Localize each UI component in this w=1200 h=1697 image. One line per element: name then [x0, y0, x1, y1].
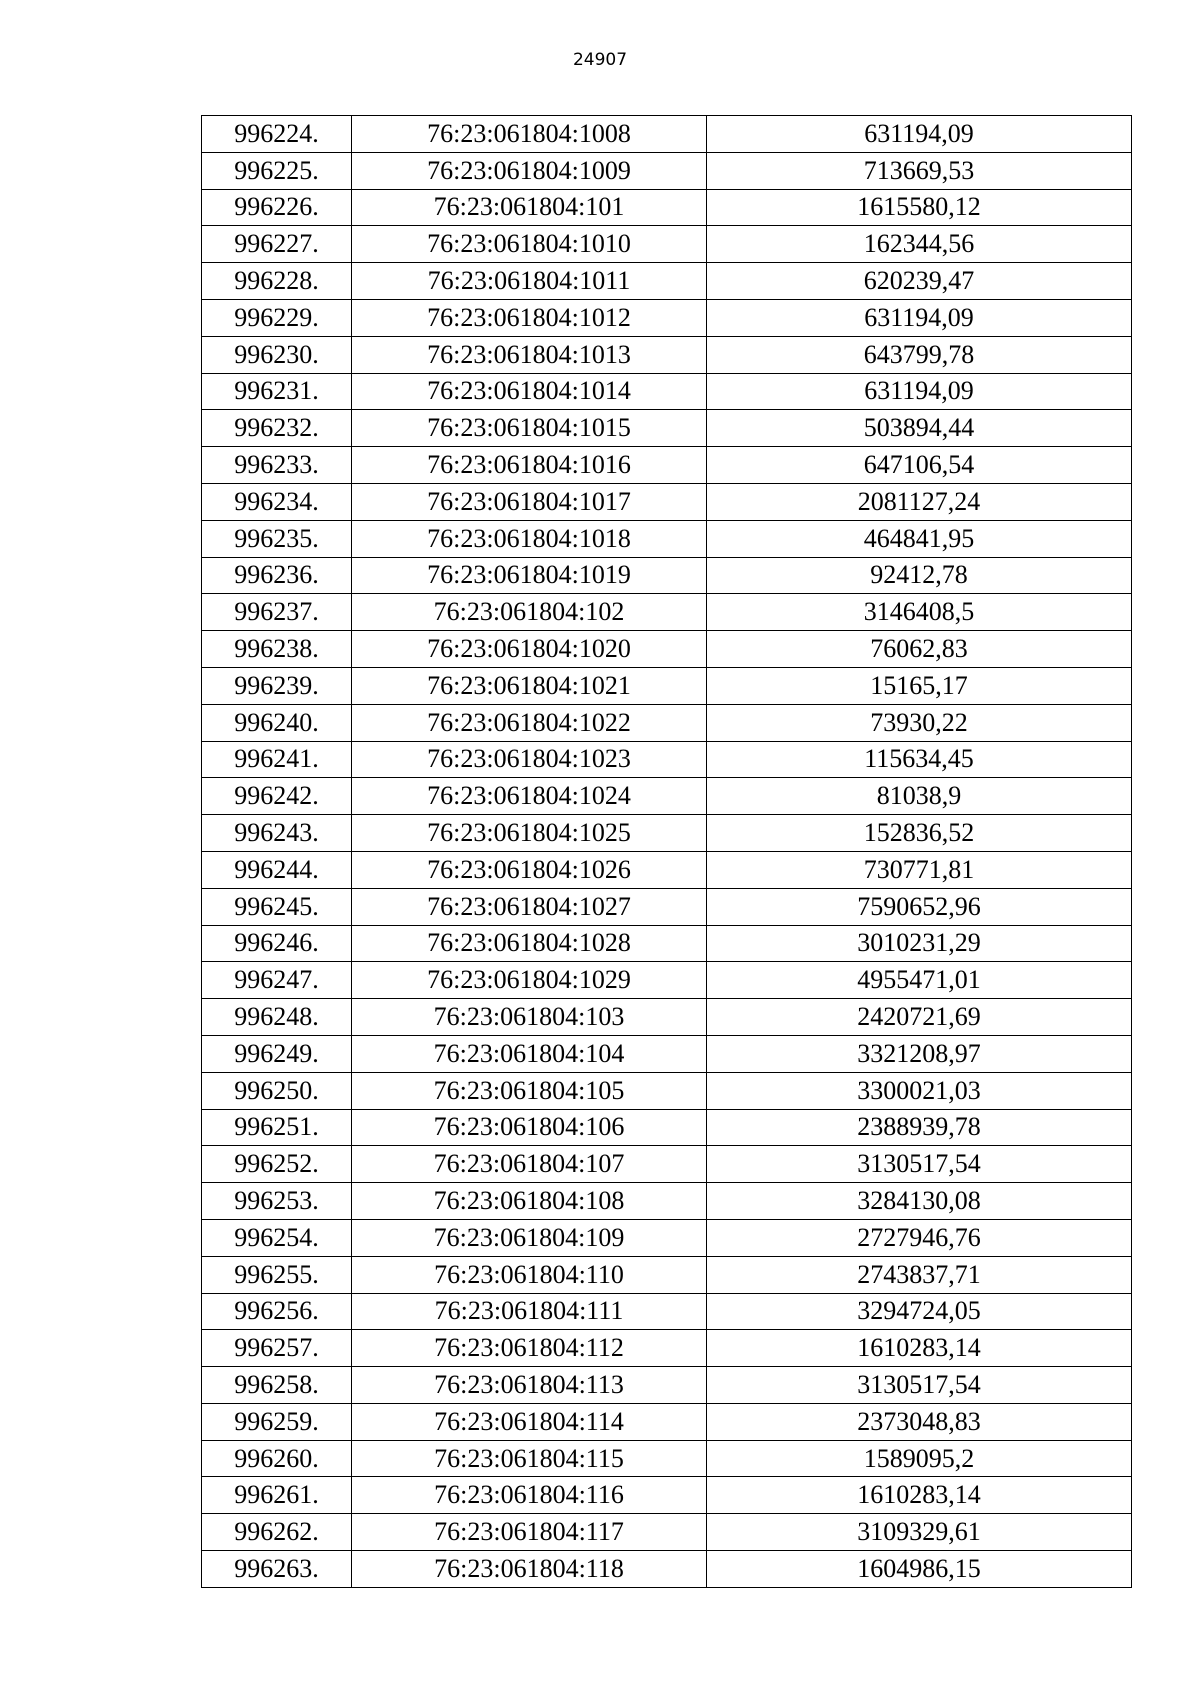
row-number-cell: 996251. [202, 1109, 352, 1146]
table-row [202, 925, 1132, 962]
table-row [202, 447, 1132, 484]
row-number-cell: 996250. [202, 1072, 352, 1109]
cadastral-value-cell: 647106,54 [707, 447, 1132, 484]
row-number-cell: 996224. [202, 116, 352, 153]
table-row [202, 226, 1132, 263]
table-row [202, 1072, 1132, 1109]
row-number-cell: 996240. [202, 704, 352, 741]
cadastral-value-cell: 3010231,29 [707, 925, 1132, 962]
cadastral-value-cell: 631194,09 [707, 116, 1132, 153]
cadastral-value-table [201, 115, 1132, 1588]
cadastral-value-cell: 1615580,12 [707, 189, 1132, 226]
cadastral-number-cell: 76:23:061804:1022 [352, 704, 707, 741]
cadastral-number-cell: 76:23:061804:106 [352, 1109, 707, 1146]
row-number-cell: 996238. [202, 631, 352, 668]
table-row [202, 1514, 1132, 1551]
cadastral-value-cell: 643799,78 [707, 336, 1132, 373]
row-number-cell: 996225. [202, 152, 352, 189]
cadastral-number-cell: 76:23:061804:118 [352, 1551, 707, 1588]
table-row [202, 1367, 1132, 1404]
cadastral-value-cell: 3130517,54 [707, 1367, 1132, 1404]
table-row [202, 336, 1132, 373]
row-number-cell: 996232. [202, 410, 352, 447]
table-row [202, 483, 1132, 520]
table-row [202, 1293, 1132, 1330]
table-row [202, 1477, 1132, 1514]
table-row [202, 1183, 1132, 1220]
cadastral-number-cell: 76:23:061804:108 [352, 1183, 707, 1220]
cadastral-value-cell: 2420721,69 [707, 999, 1132, 1036]
row-number-cell: 996246. [202, 925, 352, 962]
table-row [202, 778, 1132, 815]
row-number-cell: 996239. [202, 667, 352, 704]
cadastral-number-cell: 76:23:061804:1021 [352, 667, 707, 704]
cadastral-value-cell: 713669,53 [707, 152, 1132, 189]
table-row [202, 1035, 1132, 1072]
cadastral-value-cell: 2081127,24 [707, 483, 1132, 520]
row-number-cell: 996237. [202, 594, 352, 631]
cadastral-number-cell: 76:23:061804:101 [352, 189, 707, 226]
cadastral-number-cell: 76:23:061804:1027 [352, 888, 707, 925]
cadastral-value-cell: 81038,9 [707, 778, 1132, 815]
cadastral-number-cell: 76:23:061804:115 [352, 1440, 707, 1477]
cadastral-number-cell: 76:23:061804:113 [352, 1367, 707, 1404]
row-number-cell: 996252. [202, 1146, 352, 1183]
row-number-cell: 996242. [202, 778, 352, 815]
page-number: 24907 [572, 50, 628, 70]
cadastral-value-cell: 2727946,76 [707, 1219, 1132, 1256]
table-row [202, 152, 1132, 189]
cadastral-value-cell: 1604986,15 [707, 1551, 1132, 1588]
cadastral-number-cell: 76:23:061804:116 [352, 1477, 707, 1514]
cadastral-value-cell: 162344,56 [707, 226, 1132, 263]
cadastral-value-cell: 7590652,96 [707, 888, 1132, 925]
row-number-cell: 996257. [202, 1330, 352, 1367]
cadastral-value-cell: 3294724,05 [707, 1293, 1132, 1330]
table-row [202, 1109, 1132, 1146]
cadastral-value-cell: 3300021,03 [707, 1072, 1132, 1109]
row-number-cell: 996256. [202, 1293, 352, 1330]
row-number-cell: 996247. [202, 962, 352, 999]
cadastral-value-cell: 15165,17 [707, 667, 1132, 704]
table-row [202, 557, 1132, 594]
table-row [202, 815, 1132, 852]
cadastral-number-cell: 76:23:061804:102 [352, 594, 707, 631]
cadastral-number-cell: 76:23:061804:111 [352, 1293, 707, 1330]
row-number-cell: 996260. [202, 1440, 352, 1477]
row-number-cell: 996228. [202, 263, 352, 300]
cadastral-number-cell: 76:23:061804:1011 [352, 263, 707, 300]
cadastral-value-cell: 3130517,54 [707, 1146, 1132, 1183]
cadastral-value-cell: 1589095,2 [707, 1440, 1132, 1477]
row-number-cell: 996235. [202, 520, 352, 557]
cadastral-value-cell: 620239,47 [707, 263, 1132, 300]
cadastral-number-cell: 76:23:061804:1024 [352, 778, 707, 815]
cadastral-number-cell: 76:23:061804:1014 [352, 373, 707, 410]
row-number-cell: 996227. [202, 226, 352, 263]
row-number-cell: 996254. [202, 1219, 352, 1256]
cadastral-number-cell: 76:23:061804:1017 [352, 483, 707, 520]
row-number-cell: 996234. [202, 483, 352, 520]
cadastral-value-cell: 1610283,14 [707, 1477, 1132, 1514]
table-row [202, 704, 1132, 741]
cadastral-value-cell: 2388939,78 [707, 1109, 1132, 1146]
cadastral-value-cell: 2743837,71 [707, 1256, 1132, 1293]
cadastral-number-cell: 76:23:061804:1012 [352, 299, 707, 336]
row-number-cell: 996231. [202, 373, 352, 410]
row-number-cell: 996263. [202, 1551, 352, 1588]
row-number-cell: 996262. [202, 1514, 352, 1551]
cadastral-number-cell: 76:23:061804:117 [352, 1514, 707, 1551]
table-row [202, 299, 1132, 336]
cadastral-number-cell: 76:23:061804:1009 [352, 152, 707, 189]
cadastral-number-cell: 76:23:061804:112 [352, 1330, 707, 1367]
row-number-cell: 996229. [202, 299, 352, 336]
table-row [202, 1403, 1132, 1440]
table-row [202, 410, 1132, 447]
cadastral-number-cell: 76:23:061804:1019 [352, 557, 707, 594]
cadastral-number-cell: 76:23:061804:110 [352, 1256, 707, 1293]
row-number-cell: 996226. [202, 189, 352, 226]
table-row [202, 373, 1132, 410]
cadastral-number-cell: 76:23:061804:1015 [352, 410, 707, 447]
table-row [202, 631, 1132, 668]
table-row [202, 1146, 1132, 1183]
table-row [202, 1219, 1132, 1256]
table-row [202, 1256, 1132, 1293]
cadastral-value-cell: 152836,52 [707, 815, 1132, 852]
cadastral-number-cell: 76:23:061804:103 [352, 999, 707, 1036]
cadastral-value-cell: 3321208,97 [707, 1035, 1132, 1072]
cadastral-value-cell: 631194,09 [707, 299, 1132, 336]
table-row [202, 594, 1132, 631]
row-number-cell: 996241. [202, 741, 352, 778]
row-number-cell: 996230. [202, 336, 352, 373]
row-number-cell: 996261. [202, 1477, 352, 1514]
cadastral-value-cell: 4955471,01 [707, 962, 1132, 999]
row-number-cell: 996249. [202, 1035, 352, 1072]
table-row [202, 999, 1132, 1036]
cadastral-number-cell: 76:23:061804:1010 [352, 226, 707, 263]
cadastral-number-cell: 76:23:061804:1013 [352, 336, 707, 373]
cadastral-number-cell: 76:23:061804:1016 [352, 447, 707, 484]
cadastral-number-cell: 76:23:061804:105 [352, 1072, 707, 1109]
row-number-cell: 996233. [202, 447, 352, 484]
row-number-cell: 996236. [202, 557, 352, 594]
row-number-cell: 996243. [202, 815, 352, 852]
cadastral-value-cell: 73930,22 [707, 704, 1132, 741]
cadastral-value-cell: 2373048,83 [707, 1403, 1132, 1440]
table-row [202, 667, 1132, 704]
row-number-cell: 996248. [202, 999, 352, 1036]
table-row [202, 189, 1132, 226]
table-row [202, 116, 1132, 153]
cadastral-number-cell: 76:23:061804:109 [352, 1219, 707, 1256]
table-row [202, 851, 1132, 888]
cadastral-value-cell: 92412,78 [707, 557, 1132, 594]
row-number-cell: 996244. [202, 851, 352, 888]
cadastral-number-cell: 76:23:061804:1020 [352, 631, 707, 668]
cadastral-number-cell: 76:23:061804:1028 [352, 925, 707, 962]
row-number-cell: 996255. [202, 1256, 352, 1293]
table-row [202, 1330, 1132, 1367]
table-row [202, 888, 1132, 925]
cadastral-value-cell: 3284130,08 [707, 1183, 1132, 1220]
cadastral-value-cell: 76062,83 [707, 631, 1132, 668]
cadastral-value-cell: 3109329,61 [707, 1514, 1132, 1551]
cadastral-number-cell: 76:23:061804:1008 [352, 116, 707, 153]
table-row [202, 520, 1132, 557]
table-body [202, 116, 1132, 1588]
cadastral-number-cell: 76:23:061804:107 [352, 1146, 707, 1183]
cadastral-value-cell: 1610283,14 [707, 1330, 1132, 1367]
cadastral-number-cell: 76:23:061804:1026 [352, 851, 707, 888]
row-number-cell: 996253. [202, 1183, 352, 1220]
cadastral-value-cell: 503894,44 [707, 410, 1132, 447]
table-row [202, 263, 1132, 300]
row-number-cell: 996259. [202, 1403, 352, 1440]
table-row [202, 741, 1132, 778]
row-number-cell: 996245. [202, 888, 352, 925]
cadastral-value-cell: 730771,81 [707, 851, 1132, 888]
cadastral-number-cell: 76:23:061804:114 [352, 1403, 707, 1440]
cadastral-number-cell: 76:23:061804:1023 [352, 741, 707, 778]
cadastral-value-cell: 631194,09 [707, 373, 1132, 410]
table-row [202, 1440, 1132, 1477]
cadastral-number-cell: 76:23:061804:1025 [352, 815, 707, 852]
cadastral-number-cell: 76:23:061804:1029 [352, 962, 707, 999]
cadastral-number-cell: 76:23:061804:104 [352, 1035, 707, 1072]
table-row [202, 962, 1132, 999]
cadastral-value-cell: 464841,95 [707, 520, 1132, 557]
table-row [202, 1551, 1132, 1588]
row-number-cell: 996258. [202, 1367, 352, 1404]
cadastral-value-cell: 3146408,5 [707, 594, 1132, 631]
cadastral-number-cell: 76:23:061804:1018 [352, 520, 707, 557]
cadastral-value-cell: 115634,45 [707, 741, 1132, 778]
